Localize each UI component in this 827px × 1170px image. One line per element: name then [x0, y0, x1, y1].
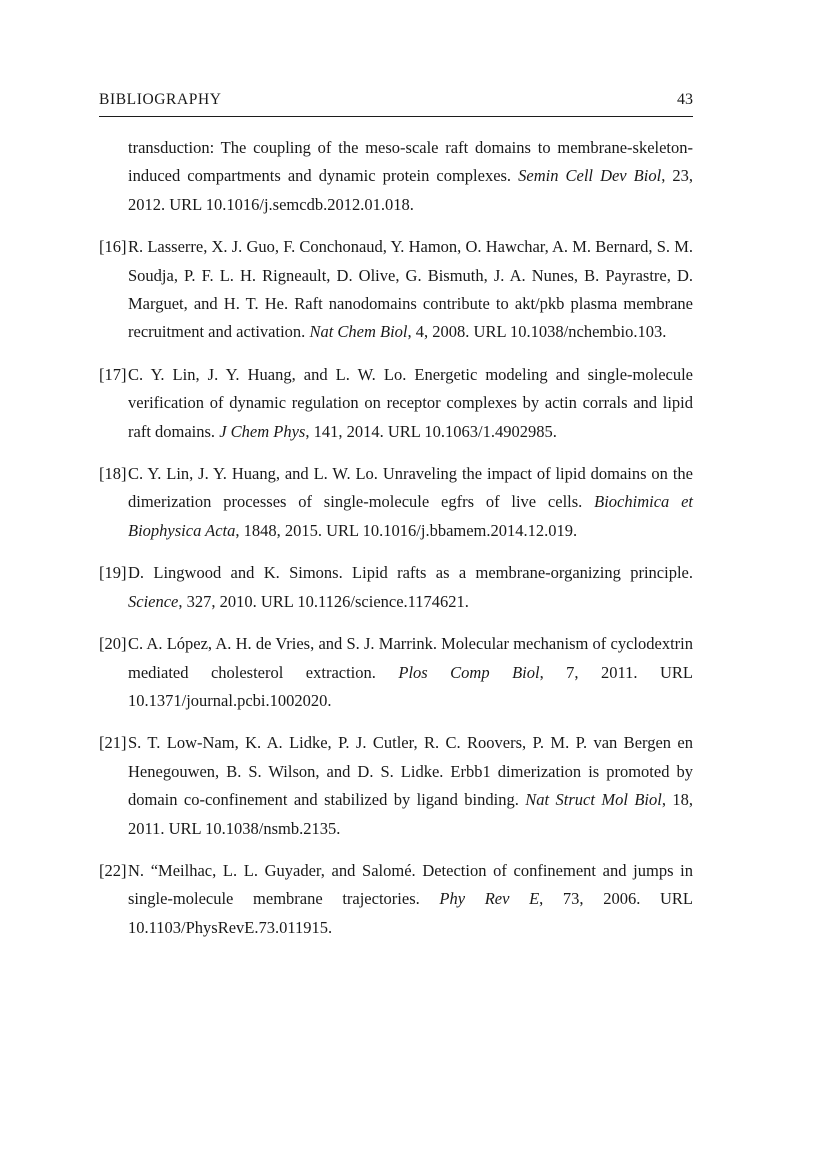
journal-name: Phy Rev E [439, 889, 540, 909]
reference-segment: , 327, 2010. URL 10.1126/science.1174621. [178, 591, 469, 611]
reference-segment: , 73, 2006. URL 10.1103/PhysRevE.73.011915. [128, 889, 693, 937]
reference-segment: , 1848, 2015. URL 10.1016/j.bbamem.2014.12.019. [235, 520, 578, 540]
reference-segment: C. Y. Lin, J. Y. Huang, and L. W. Lo. Energetic modeling and single-molecule verification of dynamic regulation on receptor complexes by actin corrals and lipid raft domains. [128, 364, 693, 441]
journal-name: Plos Comp Biol [398, 662, 540, 682]
reference-item [99, 857, 693, 942]
reference-text [128, 733, 693, 837]
reference-segment: , 18, 2011. URL 10.1038/nsmb.2135. [128, 790, 693, 838]
reference-segment: N. “Meilhac, L. L. Guyader, and Salomé. Detection of confinement and jumps in single-molecule membrane trajectories. [128, 860, 693, 909]
reference-label: [22] [99, 860, 127, 880]
reference-item [99, 460, 693, 545]
reference-segment: , 7, 2011. URL 10.1371/journal.pcbi.1002020. [128, 662, 693, 710]
reference-label: [20] [99, 634, 127, 654]
reference-item [99, 630, 693, 715]
reference-label: [21] [99, 733, 127, 753]
running-head-title: BIBLIOGRAPHY [99, 91, 222, 108]
journal-name: Nat Chem Biol [309, 322, 408, 342]
reference-segment: S. T. Low-Nam, K. A. Lidke, P. J. Cutler, R. C. Roovers, P. M. P. van Bergen en Henegouwen, B. S. Wilson, and D. S. Lidke. Erbb1 dimerization is promoted by domain co-confinement and stabilized by ligand binding. [128, 733, 693, 810]
reference-label: [18] [99, 464, 127, 484]
reference-segment: C. Y. Lin, J. Y. Huang, and L. W. Lo. Unraveling the impact of lipid domains on the dimerization processes of single-molecule egfrs of live cells. [128, 464, 693, 512]
page-header [99, 91, 693, 117]
reference-label: [19] [99, 563, 127, 583]
reference-label: [17] [99, 364, 127, 384]
journal-name: Biochimica et Biophysica Acta [128, 492, 693, 540]
journal-name: Nat Struct Mol Biol [525, 790, 662, 810]
reference-text [128, 138, 693, 214]
journal-name: Semin Cell Dev Biol [518, 166, 662, 186]
reference-segment: , 23, 2012. URL 10.1016/j.semcdb.2012.01.018. [128, 166, 693, 214]
reference-item [99, 729, 693, 843]
reference-item [99, 361, 693, 446]
reference-continuation [99, 134, 693, 219]
reference-text [128, 563, 693, 610]
reference-segment: , 4, 2008. URL 10.1038/nchembio.103. [407, 322, 667, 342]
reference-segment: R. Lasserre, X. J. Guo, F. Conchonaud, Y. Hamon, O. Hawchar, A. M. Bernard, S. M. Soudja, P. F. L. H. Rigneault, D. Olive, G. Bismuth, J. A. Nunes, B. Payrastre, D. Marguet, and H. T. He. Raft nanodomains contribute to akt/pkb plasma membrane recruitment and activation. [128, 237, 693, 342]
reference-label: [16] [99, 237, 127, 257]
reference-segment: transduction: The coupling of the meso-scale raft domains to membrane-skeleton-induced compartments and dynamic protein complexes. [128, 138, 693, 186]
references-list [99, 134, 693, 942]
journal-name: Science [128, 591, 179, 611]
reference-text [128, 634, 693, 710]
page-number: 43 [677, 91, 693, 108]
reference-text [128, 861, 693, 937]
reference-item [99, 559, 693, 616]
reference-text [128, 365, 693, 441]
reference-text [128, 237, 693, 341]
reference-segment: D. Lingwood and K. Simons. Lipid rafts as a membrane-organizing principle. [128, 563, 693, 583]
reference-text [128, 464, 693, 540]
journal-name: J Chem Phys [219, 421, 306, 441]
text-column [99, 91, 693, 942]
reference-segment: C. A. López, A. H. de Vries, and S. J. Marrink. Molecular mechanism of cyclodextrin mediated cholesterol extraction. [128, 634, 693, 682]
reference-item [99, 233, 693, 347]
reference-segment: , 141, 2014. URL 10.1063/1.4902985. [305, 421, 557, 441]
